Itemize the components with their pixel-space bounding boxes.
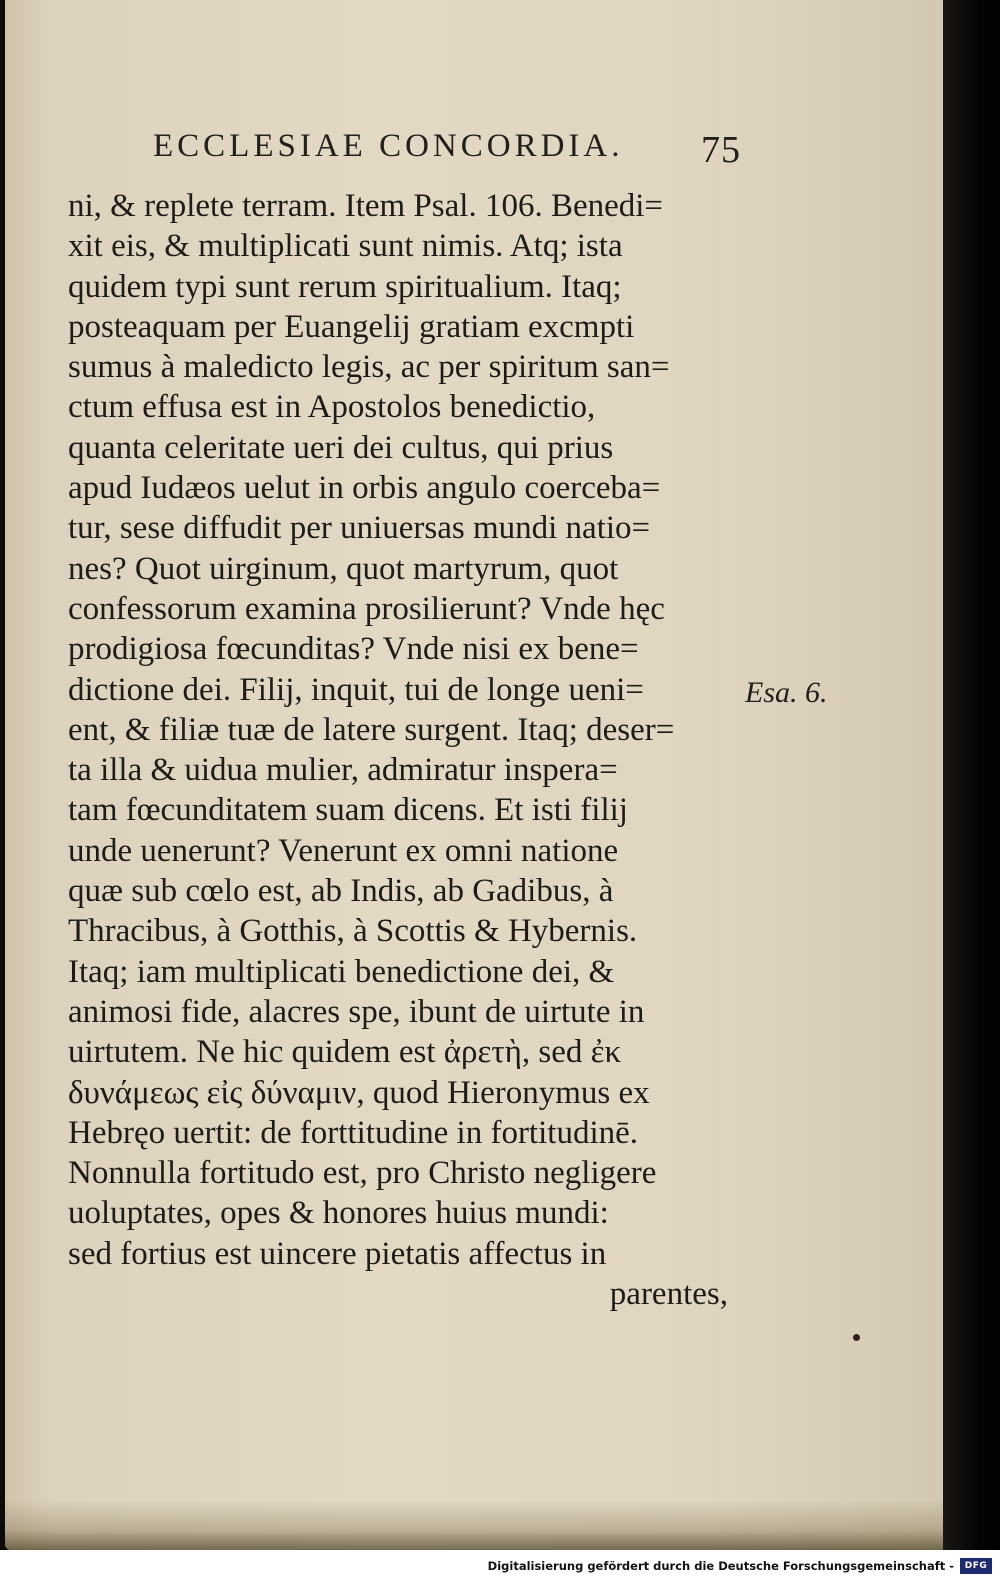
dfg-logo: DFG [960, 1558, 992, 1574]
funding-credit: Digitalisierung gefördert durch die Deutsche Forschungsgemeinschaft - [487, 1559, 954, 1573]
text-line: ent, & filiæ tuæ de latere surgent. Itaq; deser= [68, 711, 675, 748]
text-line: tur, sese diffudit per uniuersas mundi natio= [68, 510, 651, 547]
text-line: posteaquam per Euangelij gratiam excmpti [68, 308, 635, 345]
text-line: ctum effusa est in Apostolos benedictio, [68, 389, 596, 426]
text-line: δυνάμεως εἰς δύναμιν, quod Hieronymus ex [68, 1074, 650, 1111]
text-line: ta illa & uidua mulier, admiratur insperа= [68, 752, 618, 789]
text-line: uirtutem. Ne hic quidem est ἀρετὴ, sed ἐκ [68, 1034, 622, 1071]
book-page [5, 0, 943, 1550]
text-line: xit eis, & multiplicati sunt nimis. Atq; ista [68, 228, 623, 265]
text-line: prodigiosa fœcunditas? Vnde nisi ex bene= [68, 631, 639, 668]
text-line: Nonnulla fortitudo est, pro Christo negligere [68, 1155, 657, 1192]
running-header [153, 128, 753, 178]
text-line: ni, & replete terram. Item Psal. 106. Benedi= [68, 188, 664, 224]
text-line: quæ sub cœlo est, ab Indis, ab Gadibus, à [68, 873, 614, 910]
text-line: sed fortius est uincere pietatis affectus in [68, 1235, 607, 1272]
text-line: Thracibus, à Gotthis, à Scottis & Hybernis. [68, 913, 638, 950]
text-line: Hebręo uertit: de forttitudine in fortitudinē. [68, 1114, 639, 1151]
text-line: nes? Quot uirginum, quot martyrum, quot [68, 550, 619, 587]
margin-note: Esa. 6. [745, 676, 828, 709]
text-line: quidem typi sunt rerum spiritualium. Itaq; [68, 268, 622, 305]
text-line: animosi fide, alacres spe, ibunt de uirtute in [68, 993, 645, 1030]
page-number: 75 [701, 129, 741, 171]
text-line: dictione dei. Filij, inquit, tui de longe ueni= [68, 671, 644, 708]
page-edge-shadow [5, 1500, 943, 1550]
digitization-footer [0, 1550, 1000, 1585]
running-title: ECCLESIAE CONCORDIA. [153, 128, 624, 164]
body-text [68, 186, 768, 1314]
catchword: parentes, [609, 1276, 728, 1313]
text-line: confessorum examina prosilierunt? Vnde hęc [68, 590, 665, 627]
text-line: uoluptates, opes & honores huius mundi: [68, 1195, 609, 1232]
ink-dot [853, 1334, 860, 1341]
text-line: unde uenerunt? Venerunt ex omni natione [68, 832, 619, 869]
scan-background [943, 0, 1000, 1550]
text-line: quanta celeritate ueri dei cultus, qui prius [68, 429, 614, 466]
text-line: sumus à maledicto legis, ac per spiritum san= [68, 349, 670, 386]
text-line: apud Iudæos uelut in orbis angulo coerceba= [68, 470, 661, 507]
text-line: tam fœcunditatem suam dicens. Et isti filij [68, 792, 628, 829]
text-line: Itaq; iam multiplicati benedictione dei, & [68, 953, 615, 990]
